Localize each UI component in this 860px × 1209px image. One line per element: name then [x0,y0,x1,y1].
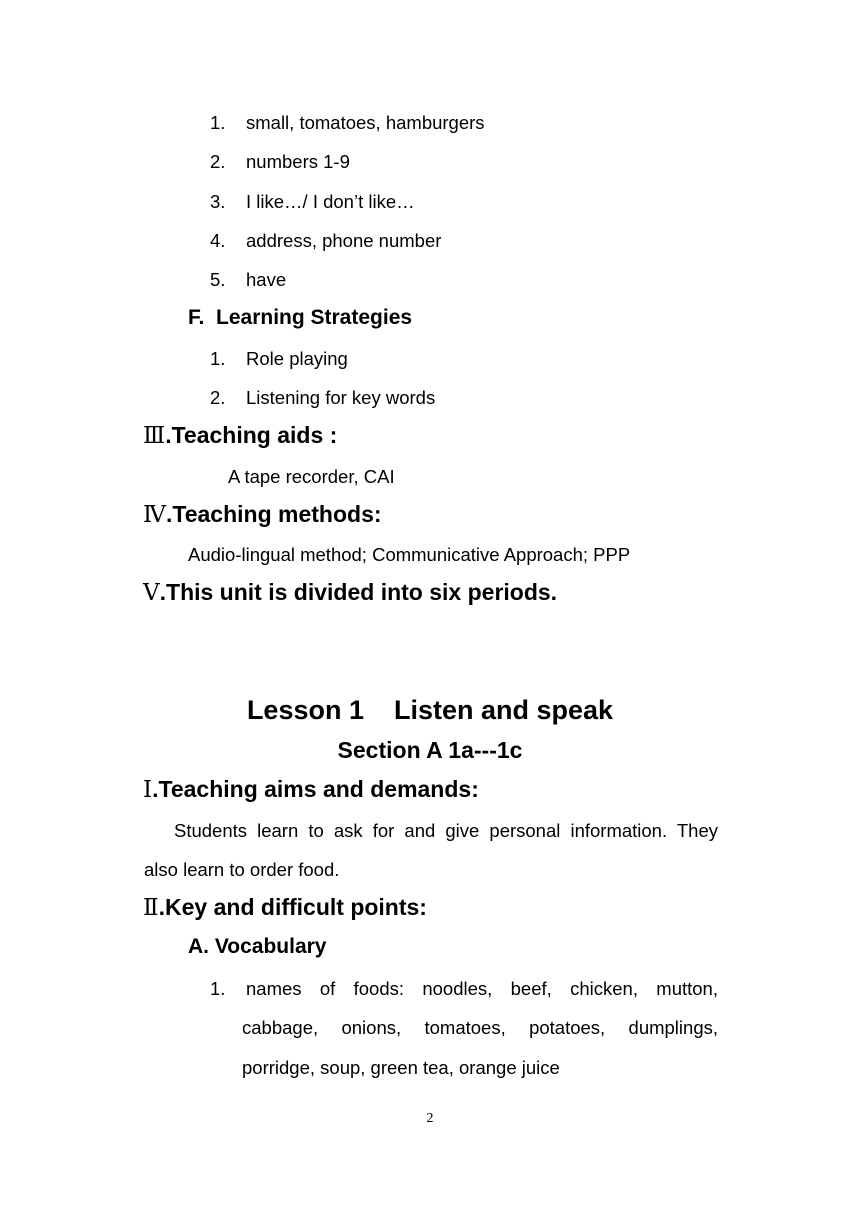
vocabulary-line-1: names of foods: noodles, beef, chicken, mutton, [246,978,718,999]
page-number: 2 [426,1111,434,1126]
list-number: 4. [210,230,226,251]
vocabulary-line-3: porridge, soup, green tea, orange juice [242,1057,560,1078]
roman-numeral: Ⅲ [143,423,166,449]
list-number: 2. [210,151,226,172]
section-heading-learning-strategies: F. Learning Strategies [188,306,413,329]
list-text: I like…/ I don’t like… [246,191,415,212]
section-heading-periods [143,578,557,607]
section-heading-teaching-aids [143,421,337,450]
roman-numeral: Ⅴ [143,580,160,606]
list-text: Role playing [246,348,348,369]
list-number: 2. [210,387,226,408]
section-heading-key-points [143,893,427,922]
lesson-subtitle: Section A 1a---1c [337,737,523,763]
heading-text: .Teaching aims and demands: [152,776,479,802]
heading-text: .Teaching aids : [165,422,338,448]
list-text: have [246,269,287,290]
list-number: 5. [210,269,226,290]
teaching-methods-text: Audio-lingual method; Communicative Approach; PPP [188,544,631,565]
list-text: small, tomatoes, hamburgers [246,112,485,133]
aims-paragraph-line-1: Students learn to ask for and give personal information. They [174,820,718,841]
list-number: 1. [210,348,226,369]
heading-text: .Key and difficult points: [158,894,427,920]
roman-numeral: Ⅱ [143,895,159,921]
list-text: address, phone number [246,230,442,251]
list-number: 3. [210,191,226,212]
section-heading-teaching-aims [143,775,479,804]
list-text: Listening for key words [246,387,436,408]
heading-text: .This unit is divided into six periods. [159,579,558,605]
roman-numeral: Ⅳ [143,502,166,528]
list-text: numbers 1-9 [246,151,350,172]
vocabulary-line-2: cabbage, onions, tomatoes, potatoes, dumplings, [242,1017,718,1038]
heading-text: .Teaching methods: [165,501,382,527]
lesson-title: Lesson 1 Listen and speak [246,695,614,725]
teaching-aids-text: A tape recorder, CAI [228,466,395,487]
aims-paragraph-line-2: also learn to order food. [144,859,340,880]
list-number: 1. [210,112,226,133]
section-heading-teaching-methods [143,500,382,529]
roman-numeral: Ⅰ [143,777,153,803]
list-number: 1. [210,978,226,999]
sub-heading-vocabulary: A. Vocabulary [188,935,327,958]
